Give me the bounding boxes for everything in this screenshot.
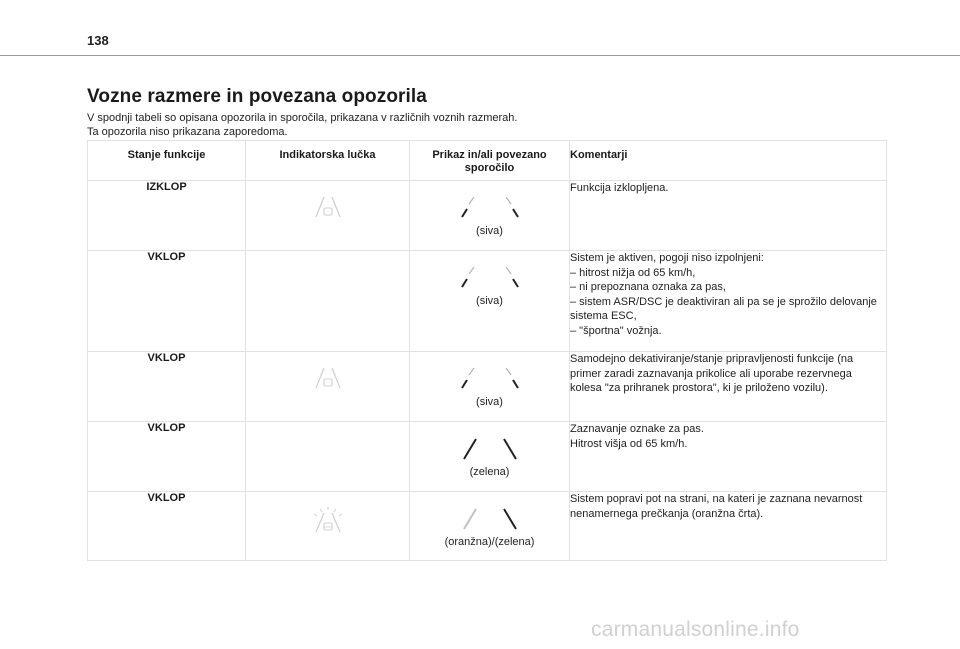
display-cell [410, 251, 570, 352]
table-header-row [88, 141, 887, 181]
display-caption: (siva) [476, 295, 503, 307]
comment-line: Zaznavanje oznake za pas. [570, 423, 704, 435]
page-title: Vozne razmere in povezana opozorila [87, 86, 427, 107]
comment-line: Hitrost višja od 65 km/h. [570, 437, 688, 450]
table-row [88, 422, 887, 492]
comments-cell [570, 352, 887, 422]
state-cell: VKLOP [88, 492, 246, 561]
comment-line: Funkcija izklopljena. [570, 182, 669, 194]
intro-text [87, 111, 517, 139]
display-caption: (siva) [476, 396, 503, 408]
state-cell: VKLOP [88, 251, 246, 352]
lamp-cell [246, 251, 410, 352]
table-row [88, 251, 887, 352]
display-caption: (siva) [476, 225, 503, 237]
page-number: 138 [87, 33, 109, 48]
comment-line: – "športna" vožnja. [570, 324, 662, 337]
lane-markings-dashed-icon [460, 368, 520, 390]
comment-line: – ni prepoznana oznaka za pas, [570, 281, 726, 293]
lamp-cell [246, 492, 410, 561]
display-caption: (oranžna)/(zelena) [444, 536, 535, 548]
watermark: carmanualsonline.info [591, 618, 800, 641]
lane-markings-solid-icon [460, 438, 520, 460]
table-row [88, 181, 887, 251]
display-caption: (zelena) [469, 466, 510, 478]
comments-cell [570, 492, 887, 561]
comments-cell [570, 422, 887, 492]
lamp-cell [246, 352, 410, 422]
header-state: Stanje funkcije [88, 141, 246, 181]
state-cell: VKLOP [88, 352, 246, 422]
lane-departure-alert-lamp-icon [311, 507, 345, 533]
intro-line: V spodnji tabeli so opisana opozorila in sporočila, prikazana v različnih voznih razmerah. [87, 112, 518, 124]
lane-markings-left-orange-right-green-icon [460, 508, 520, 530]
intro-line: Ta opozorila niso prikazana zaporedoma. [87, 126, 288, 138]
state-cell: IZKLOP [88, 181, 246, 251]
table-row [88, 352, 887, 422]
state-cell: VKLOP [88, 422, 246, 492]
display-cell [410, 492, 570, 561]
comments-cell [570, 251, 887, 352]
display-cell [410, 181, 570, 251]
lamp-cell [246, 422, 410, 492]
display-cell [410, 352, 570, 422]
lane-markings-dashed-icon [460, 267, 520, 289]
header-display: Prikaz in/ali povezano sporočilo [410, 141, 570, 181]
comment-line: Sistem popravi pot na strani, na kateri je zaznana nevarnost nenamernega prečkanja (oranžna črta). [570, 493, 863, 520]
header-lamp: Indikatorska lučka [246, 141, 410, 181]
comment-line: Samodejno dekativiranje/stanje pripravljenosti funkcije (na primer zaradi zaznavanja prikolice ali uporabe rezervnega kolesa "za prihranek prostora", ki je priloženo vozilu). [570, 353, 854, 394]
comments-cell [570, 181, 887, 251]
header-comments: Komentarji [570, 141, 887, 181]
lane-markings-dashed-icon [460, 197, 520, 219]
header-divider [0, 55, 960, 56]
table-row [88, 492, 887, 561]
comment-line: – hitrost nižja od 65 km/h, [570, 266, 696, 279]
lane-departure-warning-lamp-icon [313, 367, 343, 389]
lane-departure-warning-lamp-icon [313, 196, 343, 218]
display-cell [410, 422, 570, 492]
lamp-cell [246, 181, 410, 251]
comment-line: Sistem je aktiven, pogoji niso izpolnjeni: [570, 252, 764, 264]
warnings-table [87, 140, 887, 561]
comment-line: – sistem ASR/DSC je deaktiviran ali pa se je sprožilo delovanje sistema ESC, [570, 295, 877, 322]
